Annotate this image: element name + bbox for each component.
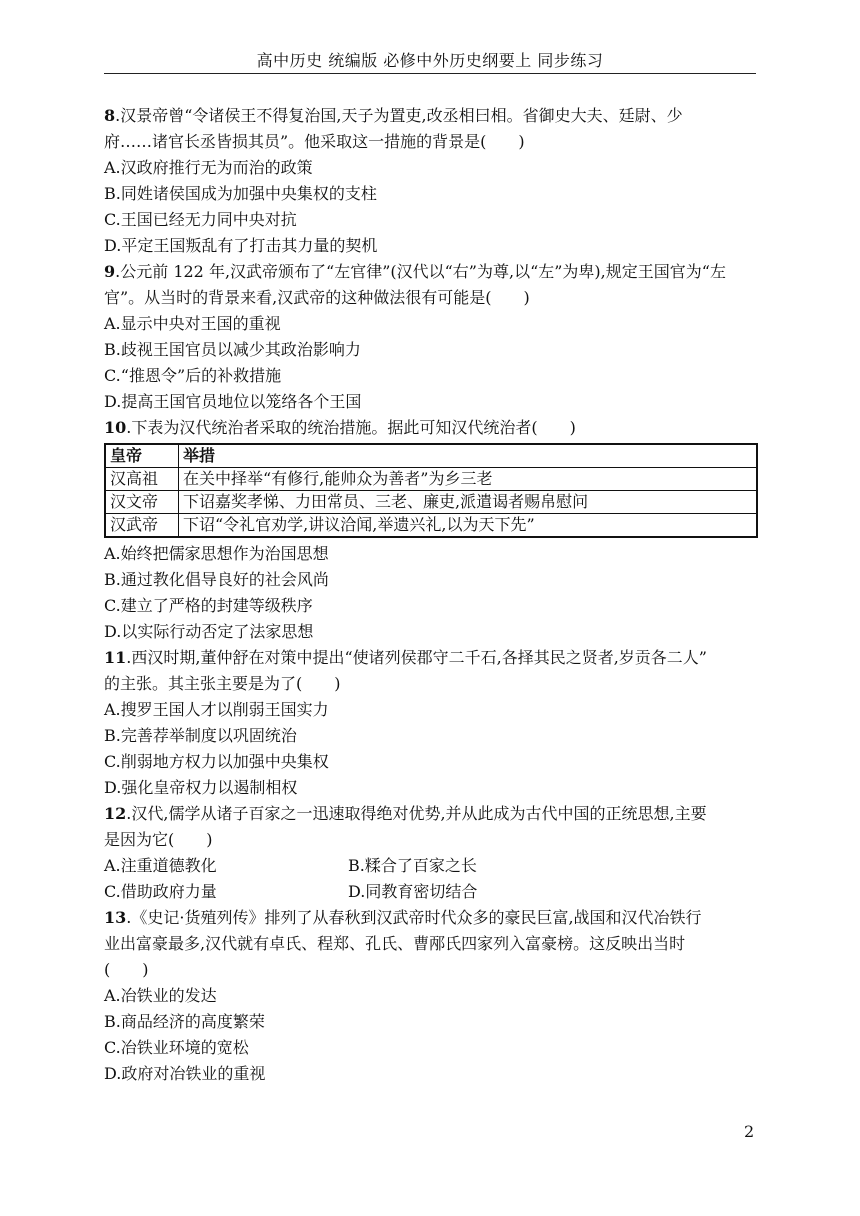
option-c: C.王国已经无力同中央对抗 [104,210,297,229]
question-11 [104,645,760,801]
table-row [105,491,757,514]
option-b: B.完善荐举制度以巩固统治 [104,726,297,745]
option-d: D.强化皇帝权力以遏制相权 [104,778,298,797]
table-header-cell: 举措 [179,444,758,468]
measures-table [104,443,758,538]
question-number: 9 [104,262,116,281]
option-a: A.汉政府推行无为而治的政策 [104,158,313,177]
question-number: 13 [104,908,127,927]
question-stem-line: 12.汉代,儒学从诸子百家之一迅速取得绝对优势,并从此成为古代中国的正统思想,主要 [104,804,707,823]
question-stem-line: 10.下表为汉代统治者采取的统治措施。据此可知汉代统治者( ) [104,418,576,437]
table-header-cell: 皇帝 [105,444,179,468]
option-a: A.注重道德教化 [104,856,217,875]
option-a: A.搜罗王国人才以削弱王国实力 [104,700,329,719]
option-row [104,853,760,879]
option-a: A.冶铁业的发达 [104,986,217,1005]
question-stem-line: 官”。从当时的背景来看,汉武帝的这种做法很有可能是( ) [104,288,530,307]
option-c: C.削弱地方权力以加强中央集权 [104,752,329,771]
option-b: B.糅合了百家之长 [348,856,477,875]
option-a: A.显示中央对王国的重视 [104,314,281,333]
option-c: C.借助政府力量 [104,882,217,901]
option-b: B.商品经济的高度繁荣 [104,1012,265,1031]
question-stem-line: 的主张。其主张主要是为了( ) [104,674,341,693]
option-d: D.同教育密切结合 [348,882,478,901]
question-12 [104,801,760,905]
question-8 [104,103,760,259]
table-header-row [105,444,757,468]
question-stem-line: 13.《史记·货殖列传》排列了从春秋到汉武帝时代众多的豪民巨富,战国和汉代冶铁行 [104,908,702,927]
option-c: C.“推恩令”后的补救措施 [104,366,282,385]
question-number: 8 [104,106,116,125]
table-cell: 汉武帝 [105,514,179,538]
page-number: 2 [744,1122,755,1141]
question-13 [104,905,760,1087]
question-number: 12 [104,804,127,823]
question-stem-line: 11.西汉时期,董仲舒在对策中提出“使诸列侯郡守二千石,各择其民之贤者,岁贡各二人” [104,648,707,667]
option-d: D.平定王国叛乱有了打击其力量的契机 [104,236,378,255]
question-stem-line: 业出富豪最多,汉代就有卓氏、程郑、孔氏、曹邴氏四家列入富豪榜。这反映出当时 [104,934,686,953]
question-number: 10 [104,418,127,437]
option-d: D.政府对冶铁业的重视 [104,1064,266,1083]
question-stem-line: 9.公元前 122 年,汉武帝颁布了“左官律”(汉代以“右”为尊,以“左”为卑),规定王国官为“左 [104,262,726,281]
option-a: A.始终把儒家思想作为治国思想 [104,544,329,563]
option-b: B.同姓诸侯国成为加强中央集权的支柱 [104,184,377,203]
table-cell: 汉高祖 [105,468,179,491]
option-b: B.通过教化倡导良好的社会风尚 [104,570,329,589]
question-9 [104,259,760,415]
option-c: C.冶铁业环境的宽松 [104,1038,249,1057]
table-row [105,514,757,538]
option-c: C.建立了严格的封建等级秩序 [104,596,313,615]
table-cell: 下诏嘉奖孝悌、力田常员、三老、廉吏,派遣谒者赐帛慰问 [179,491,758,514]
question-stem-line: 府……诸官长丞皆损其员”。他采取这一措施的背景是( ) [104,132,525,151]
table-cell: 下诏“令礼官劝学,讲议洽闻,举遗兴礼,以为天下先” [179,514,758,538]
question-stem-line: ( ) [104,960,149,979]
question-number: 11 [104,648,127,667]
question-stem-line: 是因为它( ) [104,830,213,849]
table-cell: 在关中择举“有修行,能帅众为善者”为乡三老 [179,468,758,491]
option-d: D.提高王国官员地位以笼络各个王国 [104,392,362,411]
page-header-title: 高中历史 统编版 必修中外历史纲要上 同步练习 [256,51,604,70]
option-d: D.以实际行动否定了法家思想 [104,622,314,641]
header-divider [104,73,756,74]
question-10 [104,415,760,645]
table-cell: 汉文帝 [105,491,179,514]
table-row [105,468,757,491]
option-row [104,879,760,905]
option-b: B.歧视王国官员以减少其政治影响力 [104,340,361,359]
question-stem-line: 8.汉景帝曾“令诸侯王不得复治国,天子为置吏,改丞相曰相。省御史大夫、廷尉、少 [104,106,683,125]
question-list [104,103,760,1087]
